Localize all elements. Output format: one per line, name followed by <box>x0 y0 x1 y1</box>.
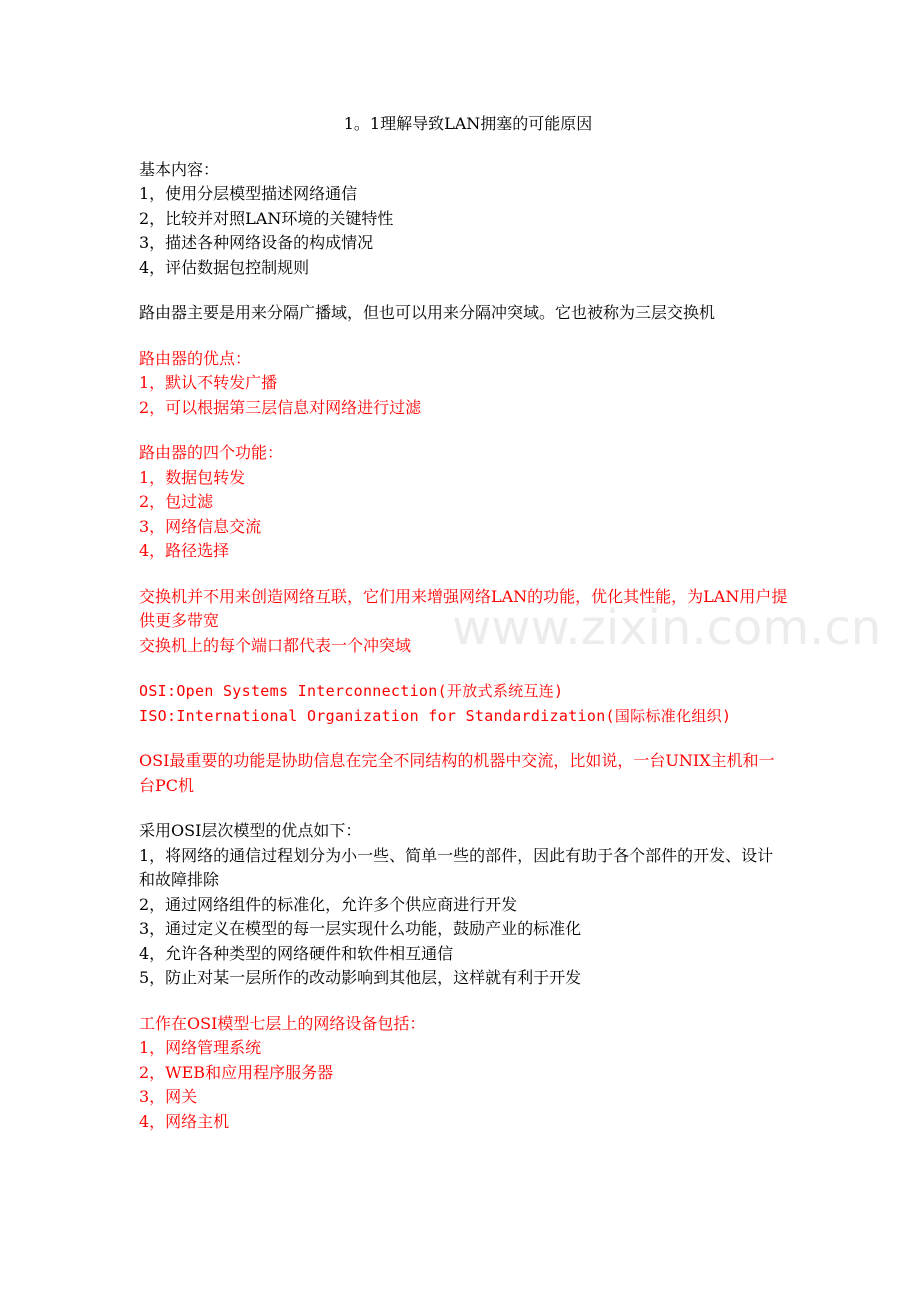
section-heading: 路由器的四个功能： <box>139 443 284 462</box>
document-title: 1。1理解导致LAN拥塞的可能原因 <box>343 114 593 133</box>
paragraph-text: 路由器主要是用来分隔广播域，但也可以用来分隔冲突域。它也被称为三层交换机 <box>139 303 716 322</box>
iso-definition: ISO:International Organization for Standardization(国际标准化组织) <box>139 706 732 725</box>
list-item: 1，网络管理系统 <box>139 1038 262 1057</box>
basic-content-section <box>139 158 789 281</box>
osi-function-paragraph <box>139 749 789 798</box>
list-item: 4，允许各种类型的网络硬件和软件相互通信 <box>139 943 454 963</box>
list-item: 3，通过定义在模型的每一层实现什么功能，鼓励产业的标准化 <box>139 919 582 938</box>
list-item: 2，通过网络组件的标准化，允许多个供应商进行开发 <box>139 894 518 914</box>
list-item: 4，评估数据包控制规则 <box>139 257 310 277</box>
list-item: 2，可以根据第三层信息对网络进行过滤 <box>139 397 422 417</box>
list-item: 1，将网络的通信过程划分为小一些、简单一些的部件，因此有助于各个部件的开发、设计和故障排除 <box>139 845 774 889</box>
list-item: 3，网络信息交流 <box>139 516 262 536</box>
switch-section <box>139 585 789 659</box>
router-intro-paragraph <box>139 301 789 326</box>
list-item: 2，包过滤 <box>139 492 214 511</box>
paragraph-text: OSI最重要的功能是协助信息在完全不同结构的机器中交流，比如说，一台UNIX主机和一台PC机 <box>139 751 775 795</box>
list-item: 2，比较并对照LAN环境的关键特性 <box>139 208 394 228</box>
list-item: 2，WEB和应用程序服务器 <box>139 1062 334 1082</box>
paragraph-text: 交换机上的每个端口都代表一个冲突域 <box>139 635 412 655</box>
list-item: 3，网关 <box>139 1087 198 1106</box>
section-heading: 基本内容： <box>139 159 220 179</box>
router-advantages-section <box>139 347 789 421</box>
section-heading: 采用OSI层次模型的优点如下： <box>139 821 362 840</box>
paragraph-text: 交换机并不用来创造网络互联，它们用来增强网络LAN的功能，优化其性能，为LAN用户提供更多带宽 <box>139 586 788 630</box>
router-functions-section <box>139 441 789 564</box>
list-item: 4，网络主机 <box>139 1111 230 1131</box>
list-item: 5，防止对某一层所作的改动影响到其他层，这样就有利于开发 <box>139 968 582 987</box>
document-content <box>139 112 789 1155</box>
watermark: www.zixin.com.cn <box>452 600 882 656</box>
list-item: 4，路径选择 <box>139 541 230 560</box>
osi-definition: OSI:Open Systems Interconnection(开放式系统互连) <box>139 682 564 700</box>
list-item: 1，数据包转发 <box>139 467 246 487</box>
section-heading: 工作在OSI模型七层上的网络设备包括： <box>139 1013 426 1033</box>
layer7-devices-section <box>139 1012 789 1135</box>
osi-advantages-section <box>139 819 789 991</box>
list-item: 1，默认不转发广播 <box>139 373 278 392</box>
definitions-section <box>139 679 789 728</box>
list-item: 3，描述各种网络设备的构成情况 <box>139 233 374 252</box>
list-item: 1，使用分层模型描述网络通信 <box>139 184 358 203</box>
section-heading: 路由器的优点： <box>139 348 252 368</box>
